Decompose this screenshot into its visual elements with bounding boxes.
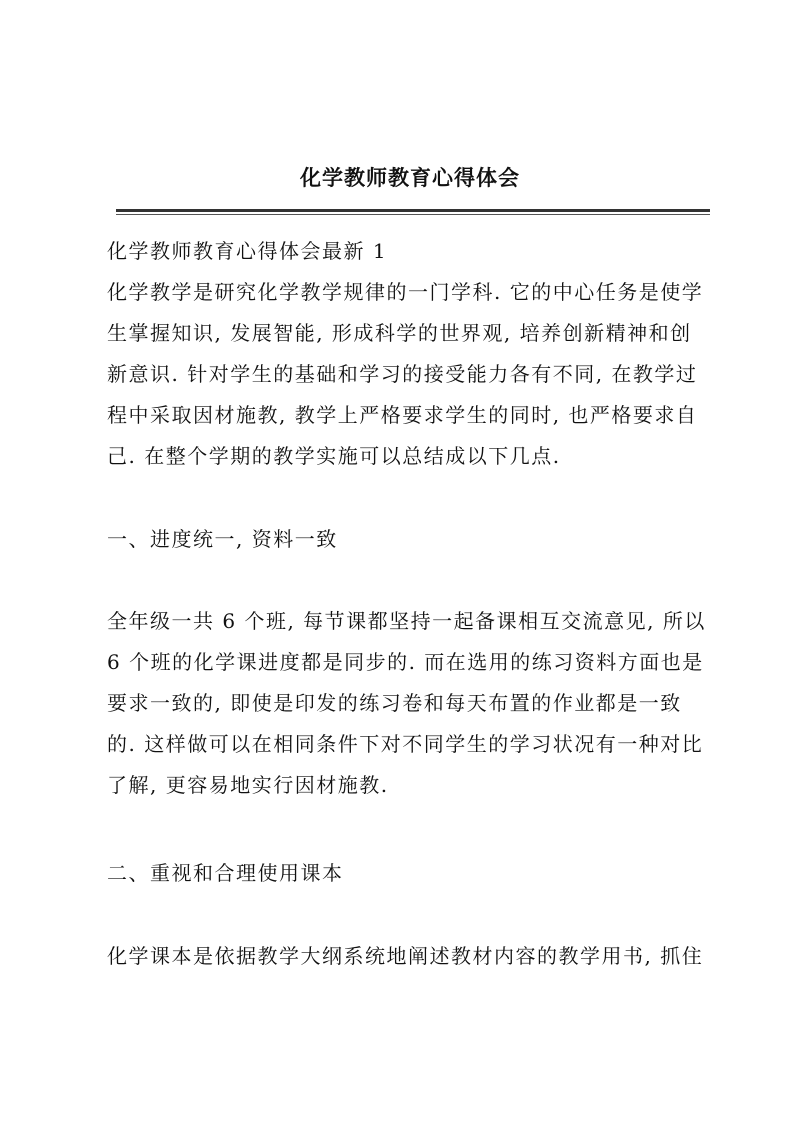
intro-line: 生掌握知识, 发展智能, 形成科学的世界观, 培养创新精神和创 xyxy=(107,321,692,345)
section-1-line: 6 个班的化学课进度都是同步的. 而在选用的练习资料方面也是 xyxy=(107,650,704,674)
section-1-line: 的. 这样做可以在相同条件下对不同学生的学习状况有一种对比 xyxy=(107,732,704,756)
section-1-body xyxy=(107,601,717,806)
document-subtitle: 化学教师教育心得体会最新 1 xyxy=(107,239,388,263)
title-divider xyxy=(116,209,710,215)
section-2-body xyxy=(107,936,717,977)
intro-line: 化学教学是研究化学教学规律的一门学科. 它的中心任务是使学 xyxy=(107,280,704,304)
section-2-heading: 二、重视和合理使用课本 xyxy=(107,861,344,885)
intro-block xyxy=(107,231,717,477)
intro-line: 程中采取因材施教, 教学上严格要求学生的同时, 也严格要求自 xyxy=(107,403,698,427)
section-2-line: 化学课本是依据教学大纲系统地阐述教材内容的教学用书, 抓住 xyxy=(107,944,704,968)
intro-line: 新意识. 针对学生的基础和学习的接受能力各有不同, 在教学过 xyxy=(107,362,698,386)
document-title: 化学教师教育心得体会 xyxy=(300,165,520,190)
section-1-heading: 一、进度统一, 资料一致 xyxy=(107,527,338,551)
section-1-line: 全年级一共 6 个班, 每节课都坚持一起备课相互交流意见, 所以 xyxy=(107,609,706,633)
section-1-line: 了解, 更容易地实行因材施教. xyxy=(107,773,389,797)
intro-line: 己. 在整个学期的教学实施可以总结成以下几点. xyxy=(107,444,561,468)
section-1-line: 要求一致的, 即使是印发的练习卷和每天布置的作业都是一致 xyxy=(107,691,682,715)
